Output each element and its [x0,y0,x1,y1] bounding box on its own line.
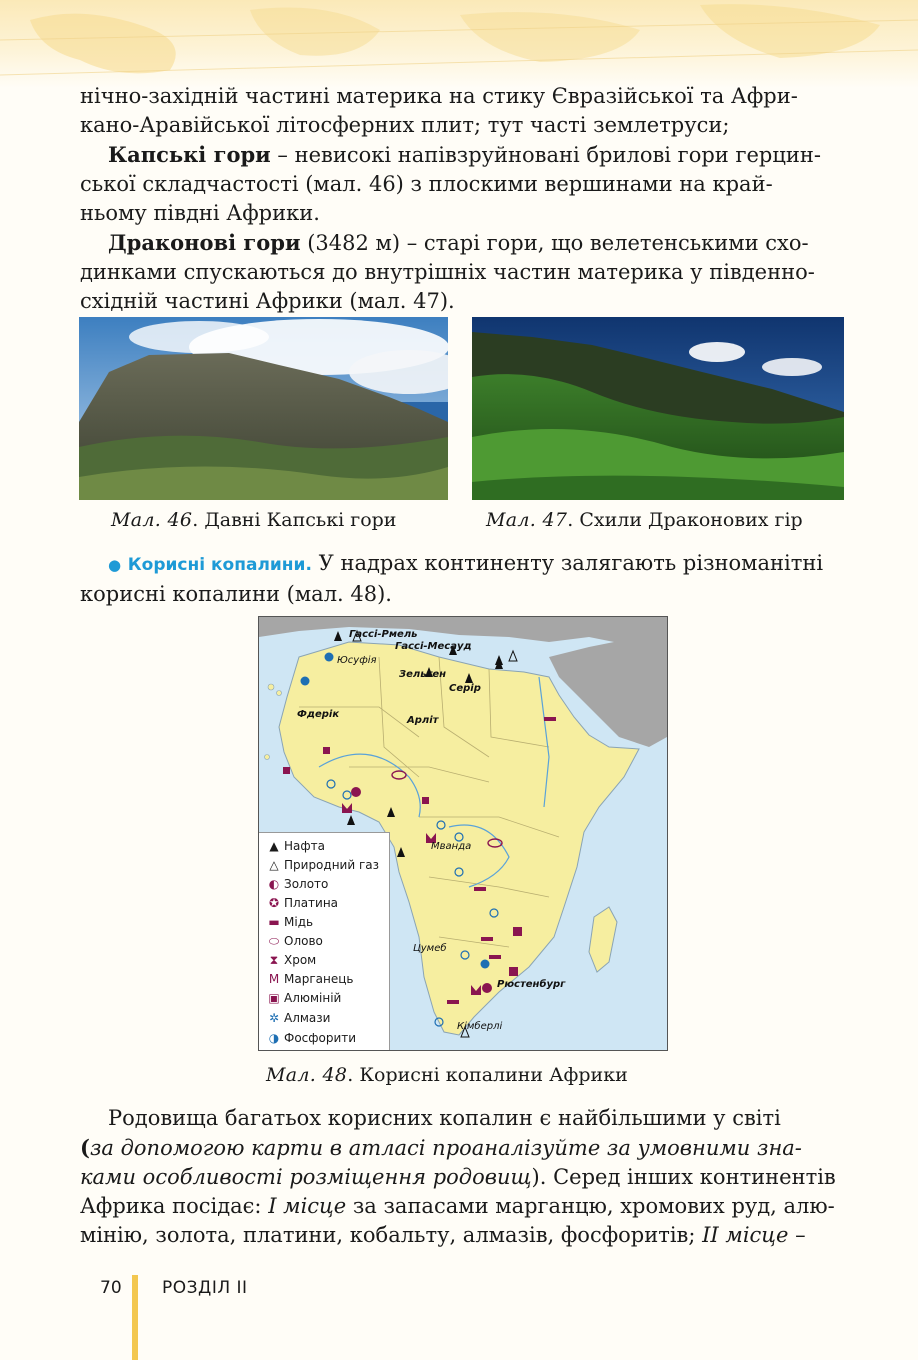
photo-drakensberg [472,317,844,500]
paragraph-deposits: Родовища багатьох корисних копалин є найбільшими у світі (за допомогою карти в атласі проаналізуйте за умовними зна- ками особливості розміщення родовищ). Серед інших континентів Африка посідає: І місце за запасами марганцю, хромових руд, алю- мінію, золота, платини, кобальту, алмазів, фосфоритів; ІІ місце – [80,1106,836,1247]
section-name: РОЗДІЛ ІІ [162,1278,248,1298]
section-heading: Корисні копалини. [127,555,312,575]
paragraph-continuation [80,82,844,140]
legend-item-phosphorite: ◑ Фосфорити [267,1029,356,1048]
label-yusufia: Юсуфія [337,655,377,666]
text-line: Африка посідає: [80,1194,269,1218]
aluminium-icon: ▣ [268,991,280,1005]
legend-item-platinum: ✪ Платина [267,894,338,913]
text-line: – [788,1223,806,1247]
map-legend [259,832,390,1051]
term-cape-mountains: Капські гори [108,142,271,167]
text-italic: ІІ місце [702,1223,789,1247]
legend-item-gas: △ Природний газ [267,856,379,875]
top-decoration [0,0,918,88]
photo-cape-mountains [79,317,448,500]
figure-title: . Схили Драконових гір [567,509,803,531]
text-line: динками спускаються до внутрішніх частин материка у південно- [80,260,815,284]
legend-item-chromium: ⧗ Хром [267,951,316,970]
manganese-icon: M [268,972,280,986]
world-map-watermark [0,0,918,88]
caption-fig46 [111,509,396,531]
text-block-bottom [80,1104,844,1250]
legend-item-gold: ◐ Золото [267,875,328,894]
legend-item-aluminium: ▣ Алюміній [267,989,341,1008]
label-mvanda: Мванда [431,841,472,852]
text-line: – невисокі напівзруйновані брилові гори герцин- [270,143,821,167]
text-line: за запасами марганцю, хромових руд, алю- [346,1194,835,1218]
gas-icon: △ [269,858,279,872]
label-rustenburg: Рюстенбург [497,979,566,990]
label-zelten: Зельтен [399,669,447,680]
figure-label: Мал. 46 [111,509,193,531]
legend-item-manganese: M Марганець [267,970,353,989]
bullet-icon: ● [108,556,122,574]
label-arlit: Арліт [407,715,439,726]
platinum-icon: ✪ [268,896,280,910]
text-line: У надрах континенту залягають різноманітні [311,551,824,575]
paragraph-minerals-intro [80,549,844,609]
text-line: східній частині Африки (мал. 47). [80,289,455,313]
text-line: мінію, золота, платини, кобальту, алмазів, фосфоритів; [80,1223,703,1247]
text-line: ської складчастості (мал. 46) з плоскими вершинами на край- [80,172,773,196]
legend-item-diamonds: ✲ Алмази [267,1009,330,1028]
label-serir: Серір [449,683,481,694]
gold-icon: ◐ [268,877,280,891]
text-line: нічно-західній частині материка на стику Євразійської та Афри- [80,84,798,108]
phosphorite-icon: ◑ [268,1031,280,1045]
label-hassi-rmel: Гассі-Рмель [349,629,418,640]
tin-icon: ⬭ [268,934,280,948]
text-line: корисні копалини (мал. 48). [80,582,392,606]
label-kimberli: Кімберлі [457,1021,503,1032]
text-block-minerals [80,549,844,609]
text-line-italic: за допомогою карти в атласі проаналізуйте за умовними зна- [89,1136,802,1160]
legend-item-copper: ▬ Мідь [267,913,313,932]
label-hassi-mesaud: Гассі-Месауд [395,641,472,652]
label-tsumeb: Цумеб [413,943,447,954]
figure-label: Мал. 48 [266,1064,348,1086]
term-drakensberg: Драконові гори [108,230,301,255]
africa-minerals-map [258,616,668,1051]
paragraph-drakensberg [80,228,844,316]
text-line: Родовища багатьох корисних копалин є найбільшими у світі [108,1106,781,1130]
page-number: 70 [100,1278,122,1298]
text-line-italic: ками особливості розміщення родовищ [80,1165,532,1189]
oil-icon: ▲ [269,839,279,853]
text-block-top [80,82,844,316]
text-line: (3482 м) – старі гори, що велетенськими схо- [300,231,809,255]
figure-title: . Давні Капські гори [192,509,397,531]
legend-item-tin: ⬭ Олово [267,932,323,951]
paragraph-cape-mountains [80,140,844,228]
footer-accent-bar [132,1275,138,1360]
copper-icon: ▬ [268,915,280,929]
label-fderik: Фдерік [297,709,340,720]
text-line: ньому півдні Африки. [80,201,320,225]
text-line: ). Серед інших континентів [531,1165,836,1189]
chromium-icon: ⧗ [269,953,279,967]
figure-label: Мал. 47 [486,509,568,531]
caption-fig48 [266,1064,628,1086]
text-italic: І місце [268,1194,347,1218]
diamonds-icon: ✲ [268,1011,280,1025]
text-line: кано-Аравійської літосферних плит; тут часті землетруси; [80,113,730,137]
legend-item-oil: ▲ Нафта [267,837,325,856]
caption-fig47 [486,509,803,531]
figure-title: . Корисні копалини Африки [347,1064,628,1086]
